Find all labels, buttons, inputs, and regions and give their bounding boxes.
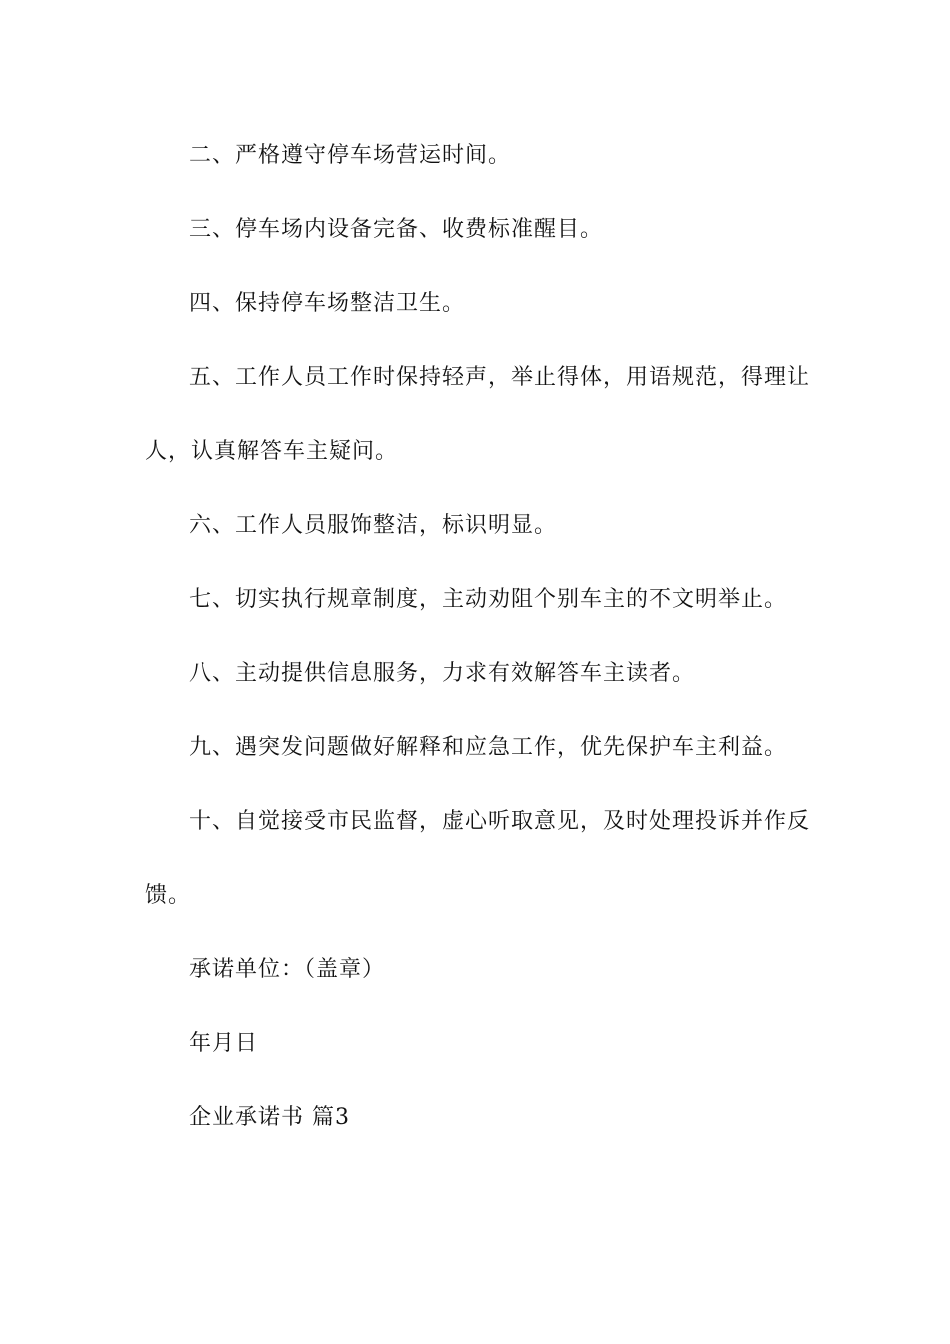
date-line: 年月日 [189, 1031, 259, 1056]
paragraph-item-10: 十、自觉接受市民监督，虚心听取意见，及时处理投诉并作反馈。 [145, 809, 811, 908]
paragraph-item-2: 二、严格遵守停车场营运时间。 [189, 143, 512, 168]
paragraph-item-5: 五、工作人员工作时保持轻声，举止得体，用语规范，得理让人，认真解答车主疑问。 [145, 365, 811, 464]
paragraph-item-6: 六、工作人员服饰整洁，标识明显。 [189, 513, 558, 538]
signature-unit-line: 承诺单位：（盖章） [189, 957, 386, 982]
paragraph-item-7: 七、切实执行规章制度，主动劝阻个别车主的不文明举止。 [189, 587, 788, 612]
document-body [145, 119, 810, 1155]
paragraph-item-4: 四、保持停车场整洁卫生。 [189, 291, 466, 316]
paragraph-item-8: 八、主动提供信息服务，力求有效解答车主读者。 [189, 661, 696, 686]
paragraph-item-9: 九、遇突发问题做好解释和应急工作，优先保护车主利益。 [189, 735, 788, 760]
paragraph-item-3: 三、停车场内设备完备、收费标准醒目。 [189, 217, 604, 242]
section-heading: 企业承诺书 篇3 [189, 1105, 350, 1130]
